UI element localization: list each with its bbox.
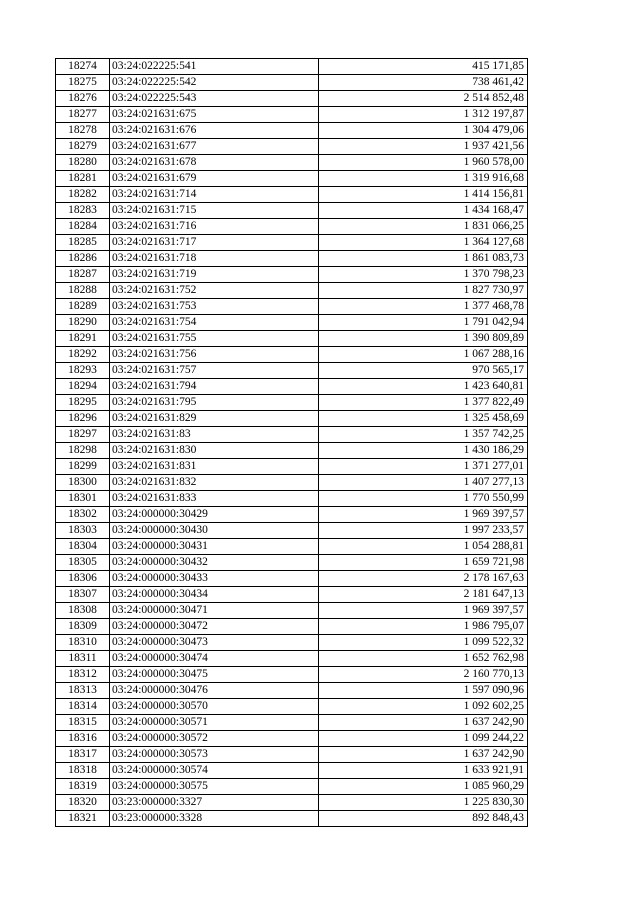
amount-cell: 1 414 156,81: [319, 187, 528, 203]
records-table: [55, 58, 528, 827]
row-number-cell: 18297: [56, 427, 110, 443]
amount-cell: 1 937 421,56: [319, 139, 528, 155]
table-row: [56, 603, 528, 619]
cadastral-number-cell: 03:24:022225:542: [110, 75, 319, 91]
table-row: [56, 763, 528, 779]
cadastral-number-cell: 03:24:000000:30429: [110, 507, 319, 523]
row-number-cell: 18278: [56, 123, 110, 139]
table-row: [56, 203, 528, 219]
table-row: [56, 171, 528, 187]
row-number-cell: 18305: [56, 555, 110, 571]
table-row: [56, 571, 528, 587]
amount-cell: 970 565,17: [319, 363, 528, 379]
cadastral-number-cell: 03:24:021631:795: [110, 395, 319, 411]
row-number-cell: 18294: [56, 379, 110, 395]
amount-cell: 1 827 730,97: [319, 283, 528, 299]
amount-cell: 2 178 167,63: [319, 571, 528, 587]
amount-cell: 1 312 197,87: [319, 107, 528, 123]
amount-cell: 1 407 277,13: [319, 475, 528, 491]
cadastral-number-cell: 03:24:022225:541: [110, 59, 319, 75]
cadastral-number-cell: 03:24:000000:30474: [110, 651, 319, 667]
table-row: [56, 155, 528, 171]
cadastral-number-cell: 03:24:000000:30574: [110, 763, 319, 779]
table-row: [56, 315, 528, 331]
amount-cell: 1 390 809,89: [319, 331, 528, 347]
amount-cell: 738 461,42: [319, 75, 528, 91]
row-number-cell: 18281: [56, 171, 110, 187]
cadastral-number-cell: 03:23:000000:3328: [110, 811, 319, 827]
row-number-cell: 18287: [56, 267, 110, 283]
table-row: [56, 523, 528, 539]
table-row: [56, 747, 528, 763]
amount-cell: 1 861 083,73: [319, 251, 528, 267]
cadastral-number-cell: 03:24:000000:30433: [110, 571, 319, 587]
table-row: [56, 411, 528, 427]
row-number-cell: 18282: [56, 187, 110, 203]
table-row: [56, 795, 528, 811]
table-row: [56, 683, 528, 699]
amount-cell: 1 364 127,68: [319, 235, 528, 251]
cadastral-number-cell: 03:24:021631:753: [110, 299, 319, 315]
row-number-cell: 18308: [56, 603, 110, 619]
amount-cell: 1 969 397,57: [319, 507, 528, 523]
cadastral-number-cell: 03:24:021631:832: [110, 475, 319, 491]
amount-cell: 1 054 288,81: [319, 539, 528, 555]
amount-cell: 1 357 742,25: [319, 427, 528, 443]
row-number-cell: 18302: [56, 507, 110, 523]
table-row: [56, 91, 528, 107]
cadastral-number-cell: 03:24:021631:756: [110, 347, 319, 363]
row-number-cell: 18309: [56, 619, 110, 635]
table-row: [56, 475, 528, 491]
table-row: [56, 667, 528, 683]
row-number-cell: 18311: [56, 651, 110, 667]
amount-cell: 415 171,85: [319, 59, 528, 75]
cadastral-number-cell: 03:24:021631:830: [110, 443, 319, 459]
cadastral-number-cell: 03:24:021631:676: [110, 123, 319, 139]
records-table-body: [56, 59, 528, 827]
table-row: [56, 59, 528, 75]
cadastral-number-cell: 03:24:022225:543: [110, 91, 319, 107]
cadastral-number-cell: 03:24:021631:714: [110, 187, 319, 203]
amount-cell: 1 085 960,29: [319, 779, 528, 795]
cadastral-number-cell: 03:24:021631:715: [110, 203, 319, 219]
cadastral-number-cell: 03:24:000000:30471: [110, 603, 319, 619]
row-number-cell: 18277: [56, 107, 110, 123]
amount-cell: 1 225 830,30: [319, 795, 528, 811]
amount-cell: 1 099 244,22: [319, 731, 528, 747]
cadastral-number-cell: 03:24:021631:677: [110, 139, 319, 155]
amount-cell: 1 371 277,01: [319, 459, 528, 475]
row-number-cell: 18280: [56, 155, 110, 171]
cadastral-number-cell: 03:24:000000:30572: [110, 731, 319, 747]
row-number-cell: 18310: [56, 635, 110, 651]
cadastral-number-cell: 03:24:021631:716: [110, 219, 319, 235]
table-row: [56, 651, 528, 667]
row-number-cell: 18304: [56, 539, 110, 555]
table-row: [56, 635, 528, 651]
table-row: [56, 779, 528, 795]
cadastral-number-cell: 03:24:021631:829: [110, 411, 319, 427]
amount-cell: 2 160 770,13: [319, 667, 528, 683]
amount-cell: 1 659 721,98: [319, 555, 528, 571]
table-row: [56, 811, 528, 827]
row-number-cell: 18317: [56, 747, 110, 763]
table-row: [56, 331, 528, 347]
table-row: [56, 555, 528, 571]
table-row: [56, 219, 528, 235]
amount-cell: 1 304 479,06: [319, 123, 528, 139]
amount-cell: 1 969 397,57: [319, 603, 528, 619]
amount-cell: 1 637 242,90: [319, 747, 528, 763]
amount-cell: 1 986 795,07: [319, 619, 528, 635]
row-number-cell: 18314: [56, 699, 110, 715]
cadastral-number-cell: 03:24:000000:30573: [110, 747, 319, 763]
amount-cell: 1 377 468,78: [319, 299, 528, 315]
table-row: [56, 715, 528, 731]
cadastral-number-cell: 03:24:021631:717: [110, 235, 319, 251]
cadastral-number-cell: 03:24:021631:719: [110, 267, 319, 283]
amount-cell: 1 997 233,57: [319, 523, 528, 539]
row-number-cell: 18300: [56, 475, 110, 491]
amount-cell: 2 514 852,48: [319, 91, 528, 107]
row-number-cell: 18320: [56, 795, 110, 811]
row-number-cell: 18306: [56, 571, 110, 587]
cadastral-number-cell: 03:24:000000:30432: [110, 555, 319, 571]
row-number-cell: 18295: [56, 395, 110, 411]
amount-cell: 1 770 550,99: [319, 491, 528, 507]
table-row: [56, 699, 528, 715]
table-row: [56, 443, 528, 459]
row-number-cell: 18286: [56, 251, 110, 267]
amount-cell: 1 434 168,47: [319, 203, 528, 219]
cadastral-number-cell: 03:24:021631:757: [110, 363, 319, 379]
amount-cell: 1 652 762,98: [319, 651, 528, 667]
amount-cell: 1 960 578,00: [319, 155, 528, 171]
table-row: [56, 619, 528, 635]
row-number-cell: 18290: [56, 315, 110, 331]
cadastral-number-cell: 03:24:021631:794: [110, 379, 319, 395]
cadastral-number-cell: 03:23:000000:3327: [110, 795, 319, 811]
row-number-cell: 18316: [56, 731, 110, 747]
table-row: [56, 267, 528, 283]
cadastral-number-cell: 03:24:000000:30431: [110, 539, 319, 555]
table-row: [56, 379, 528, 395]
amount-cell: 1 092 602,25: [319, 699, 528, 715]
table-row: [56, 235, 528, 251]
row-number-cell: 18279: [56, 139, 110, 155]
row-number-cell: 18307: [56, 587, 110, 603]
cadastral-number-cell: 03:24:021631:831: [110, 459, 319, 475]
cadastral-number-cell: 03:24:021631:755: [110, 331, 319, 347]
cadastral-number-cell: 03:24:000000:30475: [110, 667, 319, 683]
table-row: [56, 299, 528, 315]
cadastral-number-cell: 03:24:000000:30476: [110, 683, 319, 699]
table-row: [56, 539, 528, 555]
amount-cell: 2 181 647,13: [319, 587, 528, 603]
row-number-cell: 18291: [56, 331, 110, 347]
table-row: [56, 395, 528, 411]
cadastral-number-cell: 03:24:021631:83: [110, 427, 319, 443]
amount-cell: 1 325 458,69: [319, 411, 528, 427]
table-row: [56, 507, 528, 523]
amount-cell: 1 831 066,25: [319, 219, 528, 235]
table-row: [56, 427, 528, 443]
cadastral-number-cell: 03:24:021631:752: [110, 283, 319, 299]
table-row: [56, 123, 528, 139]
cadastral-number-cell: 03:24:000000:30472: [110, 619, 319, 635]
row-number-cell: 18288: [56, 283, 110, 299]
row-number-cell: 18303: [56, 523, 110, 539]
amount-cell: 892 848,43: [319, 811, 528, 827]
cadastral-number-cell: 03:24:021631:678: [110, 155, 319, 171]
row-number-cell: 18283: [56, 203, 110, 219]
table-row: [56, 283, 528, 299]
cadastral-number-cell: 03:24:021631:679: [110, 171, 319, 187]
table-row: [56, 107, 528, 123]
row-number-cell: 18319: [56, 779, 110, 795]
amount-cell: 1 377 822,49: [319, 395, 528, 411]
amount-cell: 1 430 186,29: [319, 443, 528, 459]
row-number-cell: 18292: [56, 347, 110, 363]
row-number-cell: 18312: [56, 667, 110, 683]
row-number-cell: 18321: [56, 811, 110, 827]
cadastral-number-cell: 03:24:000000:30571: [110, 715, 319, 731]
table-row: [56, 187, 528, 203]
cadastral-number-cell: 03:24:021631:675: [110, 107, 319, 123]
table-row: [56, 75, 528, 91]
row-number-cell: 18275: [56, 75, 110, 91]
cadastral-number-cell: 03:24:021631:833: [110, 491, 319, 507]
row-number-cell: 18299: [56, 459, 110, 475]
amount-cell: 1 423 640,81: [319, 379, 528, 395]
table-row: [56, 459, 528, 475]
amount-cell: 1 319 916,68: [319, 171, 528, 187]
row-number-cell: 18285: [56, 235, 110, 251]
row-number-cell: 18301: [56, 491, 110, 507]
cadastral-number-cell: 03:24:000000:30570: [110, 699, 319, 715]
row-number-cell: 18313: [56, 683, 110, 699]
cadastral-number-cell: 03:24:021631:718: [110, 251, 319, 267]
table-row: [56, 139, 528, 155]
row-number-cell: 18298: [56, 443, 110, 459]
row-number-cell: 18293: [56, 363, 110, 379]
row-number-cell: 18276: [56, 91, 110, 107]
table-row: [56, 363, 528, 379]
amount-cell: 1 597 090,96: [319, 683, 528, 699]
amount-cell: 1 099 522,32: [319, 635, 528, 651]
cadastral-number-cell: 03:24:000000:30575: [110, 779, 319, 795]
table-row: [56, 347, 528, 363]
amount-cell: 1 067 288,16: [319, 347, 528, 363]
amount-cell: 1 637 242,90: [319, 715, 528, 731]
amount-cell: 1 633 921,91: [319, 763, 528, 779]
amount-cell: 1 791 042,94: [319, 315, 528, 331]
row-number-cell: 18318: [56, 763, 110, 779]
amount-cell: 1 370 798,23: [319, 267, 528, 283]
row-number-cell: 18296: [56, 411, 110, 427]
table-row: [56, 731, 528, 747]
table-row: [56, 251, 528, 267]
row-number-cell: 18289: [56, 299, 110, 315]
table-row: [56, 491, 528, 507]
row-number-cell: 18315: [56, 715, 110, 731]
cadastral-number-cell: 03:24:021631:754: [110, 315, 319, 331]
table-row: [56, 587, 528, 603]
row-number-cell: 18284: [56, 219, 110, 235]
cadastral-number-cell: 03:24:000000:30434: [110, 587, 319, 603]
row-number-cell: 18274: [56, 59, 110, 75]
cadastral-number-cell: 03:24:000000:30430: [110, 523, 319, 539]
cadastral-number-cell: 03:24:000000:30473: [110, 635, 319, 651]
